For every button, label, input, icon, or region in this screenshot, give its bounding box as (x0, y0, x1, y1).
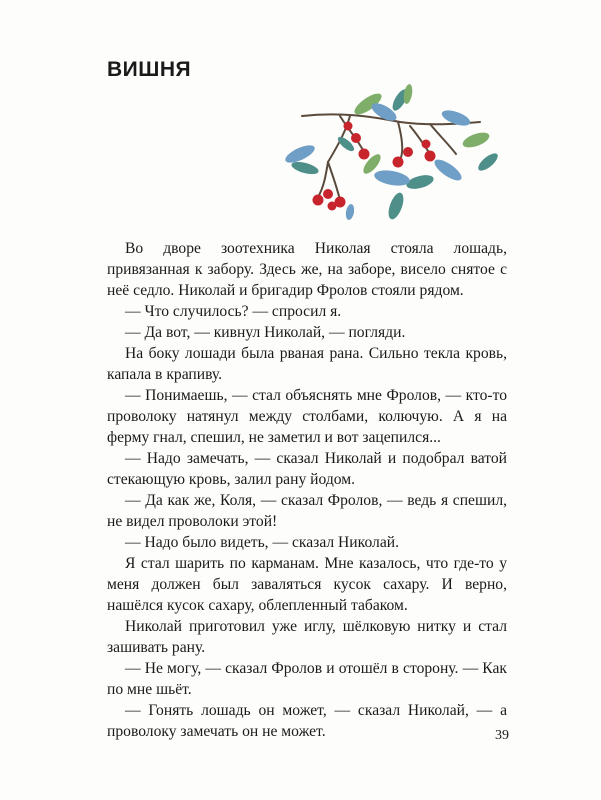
paragraph: Я стал шарить по карманам. Мне казалось, что где-то у меня должен был заваляться кусок сахару. И верно, нашёлся кусок сахару, облепленный табаком. (107, 555, 507, 614)
story-text (107, 238, 507, 742)
page-number: 39 (495, 728, 509, 743)
paragraph: — Не могу, — сказал Фролов и отошёл в сторону. — Как по мне шьёт. (107, 660, 507, 698)
paragraph: — Надо замечать, — сказал Николай и подобрал ватой стекающую кровь, залил рану йодом. (107, 450, 507, 488)
cherry-branch-illustration (280, 82, 510, 227)
paragraph: — Надо было видеть, — сказал Николай. (125, 534, 399, 551)
paragraph: — Понимаешь, — стал объяснять мне Фролов, — кто-то проволоку натянул между столбами, колючую. А я на ферму гнал, спешил, не заметил и вот зацепился... (107, 387, 507, 446)
paragraph: — Да вот, — кивнул Николай, — погляди. (125, 324, 406, 341)
paragraph: Во дворе зоотехника Николая стояла лошадь, привязанная к забору. Здесь же, на заборе, висело снятое с неё седло. Николай и бригадир Фролов стояли рядом. (107, 240, 507, 299)
paragraph: Николай приготовил уже иглу, шёлковую нитку и стал зашивать рану. (107, 618, 507, 656)
branch (302, 114, 480, 200)
paragraph: — Что случилось? — спросил я. (125, 303, 342, 320)
paragraph: — Да как же, Коля, — сказал Фролов, — ведь я спешил, не видел проволоки этой! (107, 492, 507, 530)
page-title: ВИШНЯ (107, 58, 192, 81)
paragraph: На боку лошади была рваная рана. Сильно текла кровь, капала в крапиву. (107, 345, 507, 383)
paragraph: — Гонять лошадь он может, — сказал Николай, — а проволоку замечать он не может. (107, 702, 507, 740)
